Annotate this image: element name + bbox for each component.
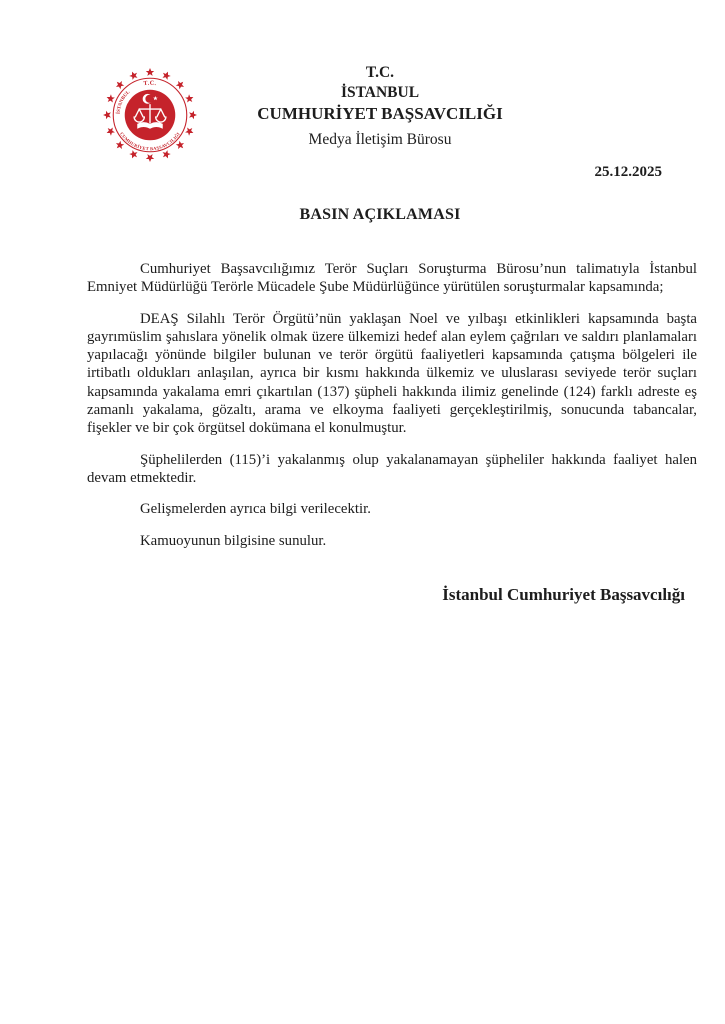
letterhead [75, 63, 685, 150]
body-paragraph: Kamuoyunun bilgisine sunulur. [140, 532, 327, 549]
document-header [87, 63, 697, 150]
press-release-title: BASIN AÇIKLAMASI [299, 206, 461, 223]
body-paragraph: Cumhuriyet Başsavcılığımız Terör Suçları Soruşturma Bürosu’nun talimatıyla İstanbul Emniyet Müdürlüğü Terörle Mücadele Şube Müdürlüğünce yürütülen soruşturmalar kapsamında; [87, 261, 697, 296]
letterhead-office: CUMHURİYET BAŞSAVCILIĞI [257, 104, 503, 123]
body-paragraph: DEAŞ Silahlı Terör Örgütü’nün yaklaşan Noel ve yılbaşı etkinlikleri kapsamında başta gayrımüslim şahıslara yönelik olmak üzere ülkemizi hedef alan eylem çağrıları ve saldırı planlamaları yapılacağı yönünde bilgiler bulunan ve terör örgütü faaliyetleri kapsamında çatışma bölgeleri ile irtibatlı oldukları anlaşılan, ayrıca bir kısmı hakkında ülkemiz ve uluslarası seviyede terör suçları kapsamında yakalama emri çıkartılan (137) şüpheli hakkında ilimiz genelinde (124) farklı adreste eş zamanlı yakalama, gözaltı, arama ve elkoyma faaliyeti gerçekleştirilmiş, sonucunda tabancalar, fişekler ve bir çok örgütsel dokümana el konulmuştur. [87, 310, 697, 437]
emblem-ring-text-left: İSTANBUL [116, 90, 132, 115]
document-body [87, 260, 697, 550]
document-date: 25.12.2025 [594, 164, 662, 180]
letterhead-tc: T.C. [365, 64, 395, 81]
signature: İstanbul Cumhuriyet Başsavcılığı [442, 584, 685, 604]
letterhead-bureau: Medya İletişim Bürosu [308, 131, 452, 148]
emblem-ring-text-top: T.C. [143, 80, 157, 88]
body-paragraph: Şüphelilerden (115)’i yakalanmış olup yakalanamayan şüpheliler hakkında faaliyet halen devam etmektedir. [87, 451, 697, 486]
letterhead-city: İSTANBUL [340, 84, 420, 101]
body-paragraph: Gelişmelerden ayrıca bilgi verilecektir. [140, 501, 371, 518]
emblem-ring-text-bottom: CUMHURİYET BAŞSAVCILIĞI [119, 131, 181, 152]
